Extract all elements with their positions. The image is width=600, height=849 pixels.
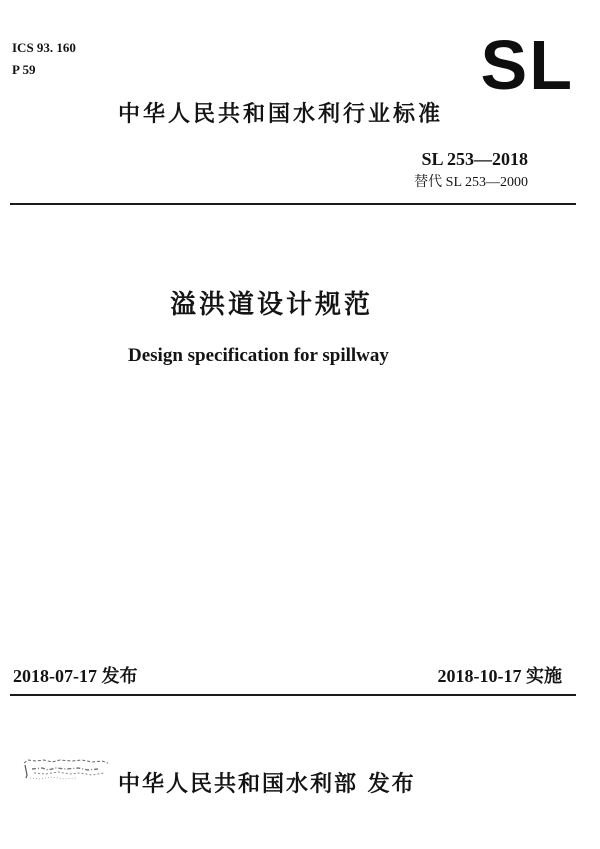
- ics-code: ICS 93. 160: [12, 40, 76, 55]
- document-title-english: Design specification for spillway: [128, 345, 389, 366]
- top-divider: [10, 203, 576, 205]
- document-title-chinese: 溢洪道设计规范: [170, 290, 374, 320]
- standard-number: SL 253—2018: [421, 149, 528, 169]
- stamp-mark-icon: [22, 757, 112, 781]
- bottom-divider: [10, 694, 576, 696]
- implementation-date: 2018-10-17 实施: [437, 666, 562, 686]
- standard-category: 中华人民共和国水利行业标准: [118, 102, 444, 127]
- replaces-standard: 替代 SL 253—2000: [414, 175, 528, 190]
- sl-logo: SL: [480, 26, 574, 104]
- ccs-code: P 59: [12, 62, 36, 77]
- publisher: 中华人民共和国水利部 发布: [118, 772, 416, 797]
- issue-date: 2018-07-17 发布: [13, 666, 138, 686]
